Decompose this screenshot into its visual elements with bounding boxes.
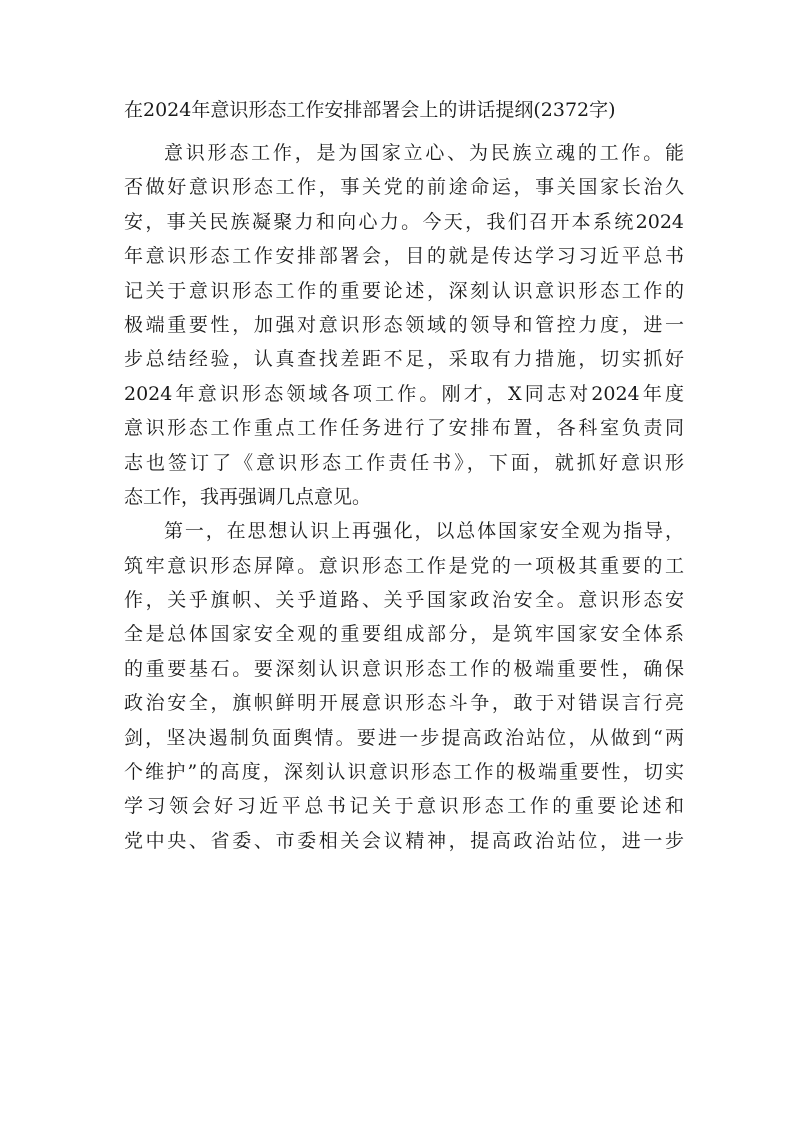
paragraph-line: 第一，在思想认识上再强化，以总体国家安全观为指导，: [164, 520, 684, 543]
paragraph-line: 记关于意识形态工作的重要论述，深刻认识意识形态工作的: [124, 279, 684, 302]
paragraph-line: 作，关乎旗帜、关乎道路、关乎国家政治安全。意识形态安: [124, 589, 684, 612]
document-title: 在2024年意识形态工作安排部署会上的讲话提纲(2372字): [124, 99, 616, 121]
paragraph-line: 步总结经验，认真查找差距不足，采取有力措施，切实抓好: [124, 348, 684, 371]
paragraph-line: 个维护”的高度，深刻认识意识形态工作的极端重要性，切实: [124, 761, 684, 784]
paragraph-line: 安，事关民族凝聚力和向心力。今天，我们召开本系统2024: [124, 210, 684, 233]
paragraph-line: 意识形态工作，是为国家立心、为民族立魂的工作。能: [164, 142, 684, 164]
paragraph-line: 全是总体国家安全观的重要组成部分，是筑牢国家安全体系: [124, 623, 684, 646]
paragraph-line: 筑牢意识形态屏障。意识形态工作是党的一项极其重要的工: [124, 554, 684, 577]
paragraph-line: 意识形态工作重点工作任务进行了安排布置，各科室负责同: [124, 417, 684, 440]
paragraph-line: 极端重要性，加强对意识形态领域的领导和管控力度，进一: [124, 313, 684, 336]
document-body: [124, 136, 684, 858]
paragraph-line: 2024年意识形态领域各项工作。刚才，X同志对2024年度: [124, 382, 684, 405]
paragraph-line: 剑，坚决遏制负面舆情。要进一步提高政治站位，从做到“两: [124, 726, 684, 749]
paragraph-line: 态工作，我再强调几点意见。: [124, 485, 372, 508]
paragraph-line: 的重要基石。要深刻认识意识形态工作的极端重要性，确保: [124, 657, 684, 680]
paragraph-line: 否做好意识形态工作，事关党的前途命运，事关国家长治久: [124, 176, 684, 199]
paragraph-line: 志也签订了《意识形态工作责任书》，下面，就抓好意识形: [124, 451, 684, 474]
paragraph-line: 年意识形态工作安排部署会，目的就是传达学习习近平总书: [124, 245, 684, 268]
paragraph-line: 党中央、省委、市委相关会议精神，提高政治站位，进一步: [124, 829, 684, 852]
paragraph-line: 学习领会好习近平总书记关于意识形态工作的重要论述和: [124, 795, 684, 818]
paragraph-line: 政治安全，旗帜鲜明开展意识形态斗争，敢于对错误言行亮: [124, 692, 684, 715]
